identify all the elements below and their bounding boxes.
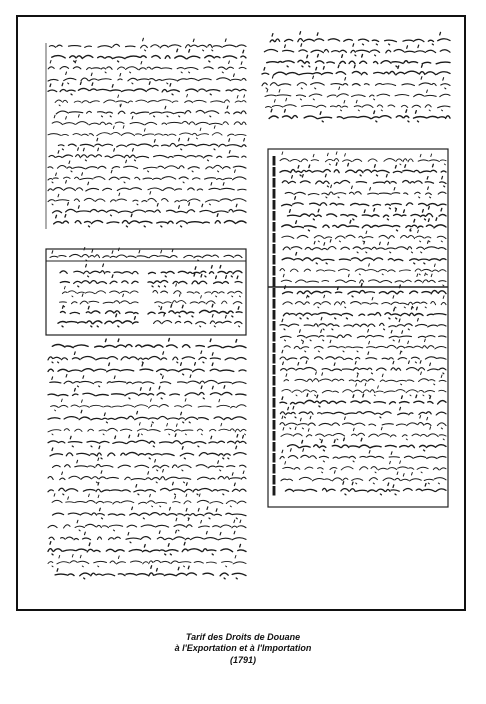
tally-mark: ‖ [272,387,276,396]
handwriting-line [280,394,446,407]
handwriting-line [55,566,246,579]
tally-mark: ‖ [272,277,276,286]
handwriting-line [283,307,446,319]
handwriting-line [149,266,243,277]
handwriting-line [53,507,247,519]
tally-mark: ‖ [272,200,276,209]
handwriting-line [282,253,446,264]
tally-mark: ‖ [272,431,276,440]
handwriting-line [288,438,446,451]
handwriting-line [284,339,446,352]
tally-mark: ‖ [272,409,276,418]
tally-mark: ‖ [272,486,276,495]
tally-mark: ‖ [272,266,276,275]
tally-mark: ‖ [272,475,276,484]
tally-mark: ‖ [272,288,276,297]
handwriting-line [61,306,139,314]
handwriting-line [282,197,446,209]
handwriting-line [48,410,246,423]
caption-title: Tarif des Droits de Douane [185,632,301,642]
image-frame [16,15,466,611]
handwriting-line [266,98,451,110]
handwriting-line [50,375,246,387]
handwriting-line [48,555,246,567]
handwriting-line [60,275,138,287]
handwriting-line [262,76,450,89]
handwriting-line [270,32,450,45]
handwriting-line [53,458,247,471]
handwriting-line [262,65,450,75]
handwriting-line [48,351,246,363]
handwriting-line [49,530,246,542]
handwriting-line [48,60,246,72]
handwriting-line [280,317,446,329]
handwriting-line [48,160,246,172]
tally-mark: ‖ [272,376,276,385]
handwriting-line [48,518,246,531]
handwriting-line [284,372,446,385]
tally-mark: ‖ [272,178,276,187]
handwriting-line [283,240,446,253]
handwriting-line [50,446,246,459]
handwriting-line [48,82,246,95]
handwriting-line [48,423,246,435]
caption-subtitle: à l'Exportation et à l'Importation [174,643,312,653]
handwriting-line [288,207,447,220]
handwriting-line [52,339,246,348]
handwriting-line [285,482,446,495]
handwriting-line [283,461,446,473]
tally-mark: ‖ [272,156,276,165]
handwriting-line [282,174,446,187]
handwriting-line [52,115,246,125]
handwriting-line [265,87,450,100]
handwriting-line [48,434,246,447]
handwriting-line [55,94,246,105]
handwriting-line [48,192,246,205]
tally-mark: ‖ [272,398,276,407]
handwriting-line [281,273,446,286]
handwriting-line [48,363,246,375]
handwriting-line [153,284,242,297]
handwriting-line [282,218,446,231]
handwriting-line [281,427,446,440]
handwriting-line [48,181,246,191]
handwriting-line [281,330,447,341]
handwriting-line [53,203,247,216]
tally-mark: ‖ [272,464,276,473]
handwriting-line [280,449,446,462]
handwriting-line [60,294,138,307]
handwriting-line [48,482,246,495]
handwriting-line [58,138,246,150]
handwriting-line [56,104,246,117]
handwriting-line [280,152,446,165]
handwriting-line [282,229,446,242]
handwriting-line [48,126,246,139]
tally-mark: ‖ [272,222,276,231]
handwriting-line [49,148,246,161]
tally-mark: ‖ [272,321,276,330]
tally-mark: ‖ [272,211,276,220]
tally-mark: ‖ [272,442,276,451]
handwriting-line [51,399,246,411]
tally-mark: ‖ [272,189,276,198]
handwriting-line [48,72,246,84]
handwriting-line [148,304,242,316]
tally-mark: ‖ [272,453,276,462]
tally-mark: ‖ [272,365,276,374]
handwriting-line [60,264,138,277]
tally-mark: ‖ [272,299,276,308]
handwriting-line [283,295,446,308]
handwriting-line [148,274,242,287]
handwriting-line [283,284,446,297]
handwriting-line [280,163,446,176]
handwriting-line [48,542,246,555]
handwriting-line [58,314,138,327]
handwriting-line [280,407,446,418]
tally-mark: ‖ [272,167,276,176]
handwriting-line [48,170,246,183]
tally-mark: ‖ [272,343,276,352]
handwriting-line [280,416,446,429]
handwriting-line [155,294,242,307]
tally-mark: ‖ [272,332,276,341]
caption-year: (1791) [229,655,256,665]
handwriting-line [48,470,246,483]
handwriting-line [154,314,242,327]
tally-mark: ‖ [272,244,276,253]
tally-mark: ‖ [272,255,276,264]
tally-mark: ‖ [272,233,276,242]
tally-mark: ‖ [272,354,276,363]
manuscript-image [18,17,468,613]
handwriting-line [264,44,450,56]
handwriting-line [48,386,246,399]
handwriting-line [52,49,246,62]
handwriting-line [62,286,138,296]
handwriting-line [280,264,446,275]
handwriting-line [285,185,446,198]
handwriting-line [52,494,246,507]
tally-mark: ‖ [272,310,276,319]
handwriting-line [49,38,246,51]
handwriting-line [54,214,246,227]
tally-mark: ‖ [272,420,276,429]
